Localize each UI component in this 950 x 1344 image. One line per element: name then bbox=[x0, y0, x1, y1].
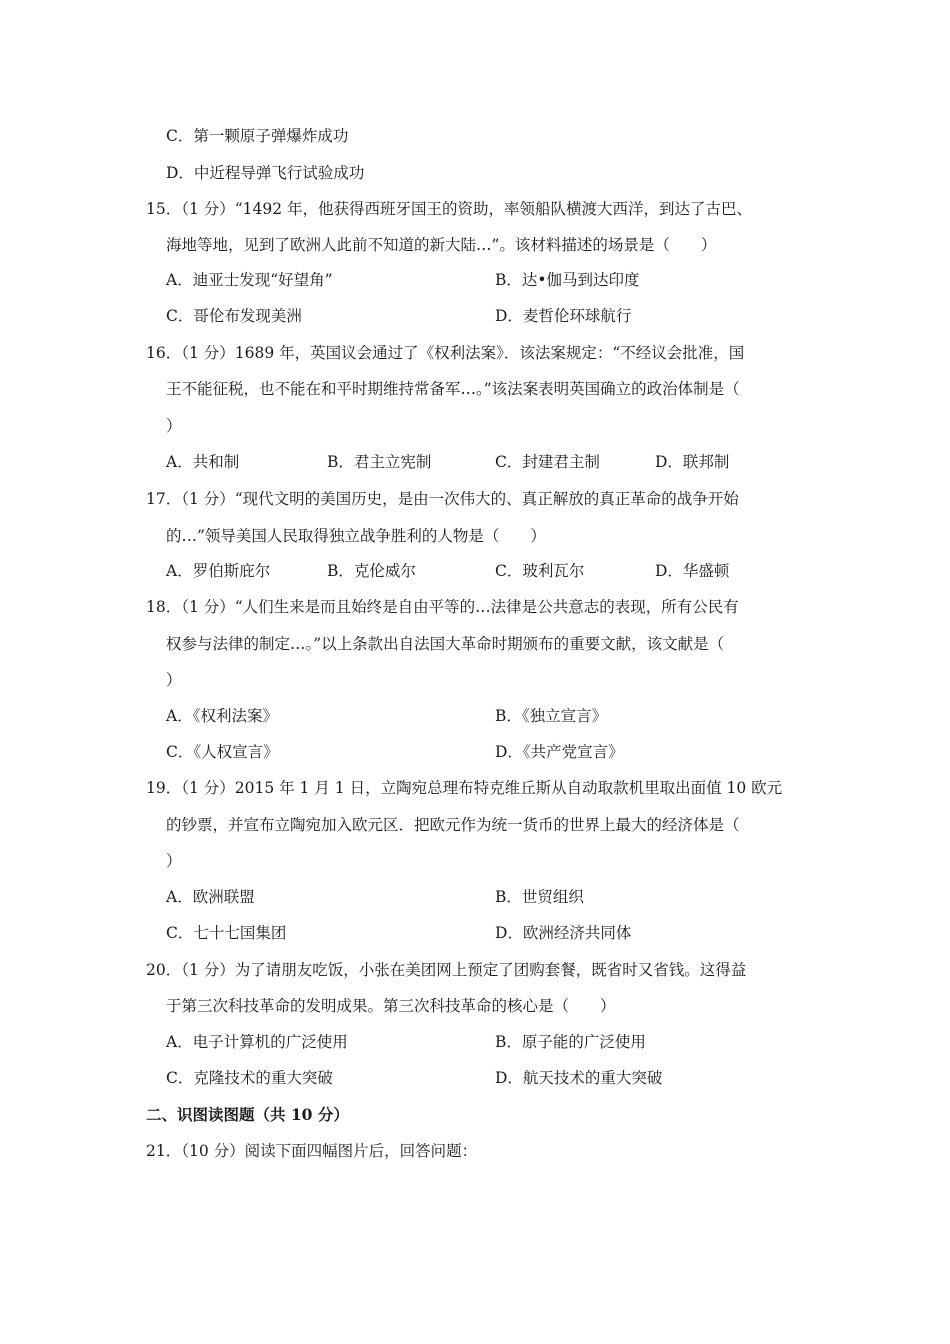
q20-option-d: D．航天技术的重大突破 bbox=[495, 1069, 663, 1087]
q20-option-b: B．原子能的广泛使用 bbox=[495, 1033, 646, 1051]
question-15-stem-cont: 海地等地，见到了欧洲人此前不知道的新大陆…”。该材料描述的场景是（ ） bbox=[166, 236, 717, 254]
question-20-stem: 20．（1 分）为了请朋友吃饭，小张在美团网上预定了团购套餐，既省时又省钱。这得益 bbox=[146, 961, 747, 979]
q16-option-d: D．联邦制 bbox=[655, 453, 730, 471]
q15-option-b: B．达•伽马到达印度 bbox=[495, 271, 640, 289]
q17-option-c: C．玻利瓦尔 bbox=[495, 562, 585, 580]
q17-option-b: B．克伦威尔 bbox=[327, 562, 416, 580]
question-16-stem-cont2: ） bbox=[166, 417, 182, 435]
option-d: D．中近程导弹飞行试验成功 bbox=[166, 164, 365, 182]
q15-option-a: A．迪亚士发现“好望角” bbox=[166, 271, 333, 289]
q18-option-d: D．《共产党宣言》 bbox=[495, 743, 624, 761]
option-c: C．第一颗原子弹爆炸成功 bbox=[166, 127, 349, 145]
q15-option-c: C．哥伦布发现美洲 bbox=[166, 307, 302, 325]
q17-option-a: A．罗伯斯庇尔 bbox=[166, 562, 271, 580]
q19-option-d: D．欧洲经济共同体 bbox=[495, 924, 632, 942]
q15-option-d: D．麦哲伦环球航行 bbox=[495, 307, 632, 325]
q18-option-c: C．《人权宣言》 bbox=[166, 743, 279, 761]
question-19-stem-cont2: ） bbox=[166, 852, 182, 870]
question-17-stem: 17．（1 分）“现代文明的美国历史，是由一次伟大的、真正解放的真正革命的战争开始 bbox=[146, 490, 739, 508]
question-16-stem-cont: 王不能征税，也不能在和平时期维持常备军…。”该法案表明英国确立的政治体制是（ bbox=[166, 380, 740, 398]
question-15-stem: 15．（1 分）“1492 年，他获得西班牙国王的资助，率领船队横渡大西洋，到达了古巴、 bbox=[146, 200, 753, 218]
q20-option-a: A．电子计算机的广泛使用 bbox=[166, 1033, 348, 1051]
q17-option-d: D．华盛顿 bbox=[655, 562, 730, 580]
question-18-stem-cont2: ） bbox=[166, 671, 182, 689]
question-18-stem: 18．（1 分）“人们生来是而且始终是自由平等的…法律是公共意志的表现，所有公民有 bbox=[146, 598, 739, 616]
q20-option-c: C．克隆技术的重大突破 bbox=[166, 1069, 333, 1087]
q18-option-a: A．《权利法案》 bbox=[166, 707, 278, 725]
q16-option-c: C．封建君主制 bbox=[495, 453, 600, 471]
q19-option-a: A．欧洲联盟 bbox=[166, 888, 255, 906]
question-16-stem: 16．（1 分）1689 年，英国议会通过了《权利法案》．该法案规定：“不经议会批准，国 bbox=[146, 344, 745, 362]
section-title: 二、识图读图题（共 10 分） bbox=[146, 1105, 349, 1124]
q19-option-b: B．世贸组织 bbox=[495, 888, 584, 906]
question-18-stem-cont: 权参与法律的制定…。”以上条款出自法国大革命时期颁布的重要文献，该文献是（ bbox=[166, 635, 725, 653]
question-21-stem: 21．（10 分）阅读下面四幅图片后，回答问题： bbox=[146, 1142, 478, 1160]
question-19-stem-cont: 的钞票，并宣布立陶宛加入欧元区．把欧元作为统一货币的世界上最大的经济体是（ bbox=[166, 816, 740, 834]
q16-option-a: A．共和制 bbox=[166, 453, 240, 471]
q18-option-b: B．《独立宣言》 bbox=[495, 707, 608, 725]
q19-option-c: C．七十七国集团 bbox=[166, 924, 287, 942]
question-19-stem: 19．（1 分）2015 年 1 月 1 日，立陶宛总理布特克维丘斯从自动取款机里取出面值 10 欧元 bbox=[146, 779, 783, 797]
question-17-stem-cont: 的…”领导美国人民取得独立战争胜利的人物是（ ） bbox=[166, 527, 546, 545]
q16-option-b: B．君主立宪制 bbox=[327, 453, 432, 471]
question-20-stem-cont: 于第三次科技革命的发明成果。第三次科技革命的核心是（ ） bbox=[166, 997, 616, 1015]
